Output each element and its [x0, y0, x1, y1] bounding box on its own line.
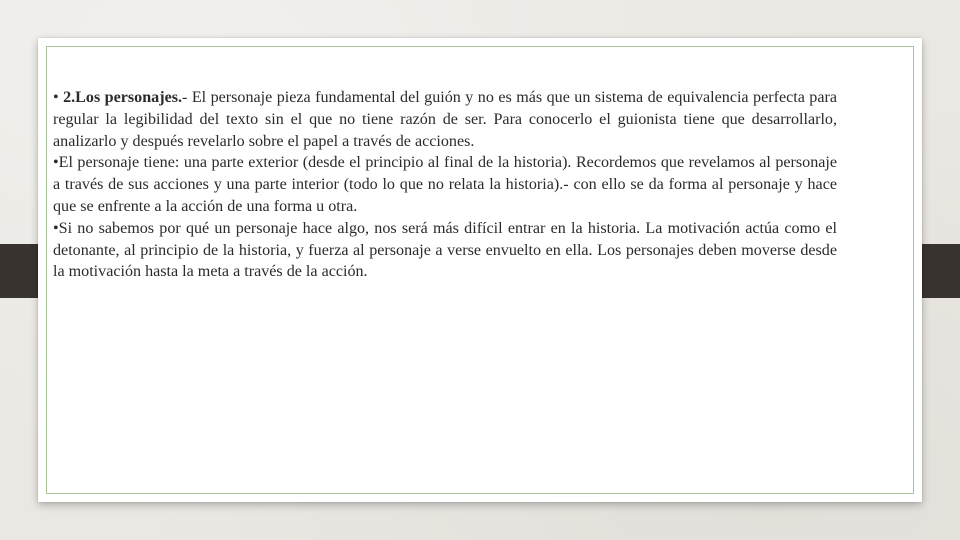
- paragraph-personajes: [53, 87, 837, 152]
- paragraph-personaje-tiene: [53, 152, 837, 217]
- paragraph-text: El personaje tiene: una parte exterior (desde el principio al final de la historia). Recordemos que revelamos al personaje a través de sus acciones y una parte interior (todo lo que no relata la historia).- con ello se da forma al personaje y hace que se enfrente a la acción de una forma u otra.: [53, 154, 837, 215]
- paragraph-motivacion: [53, 218, 837, 283]
- paragraph-lead: 2.Los personajes.: [63, 89, 183, 106]
- paragraph-text: - El personaje pieza fundamental del guión y no es más que un sistema de equivalencia perfecta para regular la legibilidad del texto sin el que no tiene razón de ser. Para conocerlo el guionista tiene que desarrollarlo, analizarlo y después revelarlo sobre el papel a través de acciones.: [53, 89, 837, 150]
- bullet: •: [53, 219, 59, 237]
- bullet: •: [53, 154, 59, 172]
- bullet: •: [53, 89, 59, 106]
- slide-body-text: [53, 87, 837, 283]
- paragraph-text: Si no sabemos por qué un personaje hace algo, nos será más difícil entrar en la historia. La motivación actúa como el detonante, al principio de la historia, y fuerza al personaje a verse envuelto en ella. Los personajes deben moverse desde la motivación hasta la meta a través de la acción.: [53, 219, 837, 281]
